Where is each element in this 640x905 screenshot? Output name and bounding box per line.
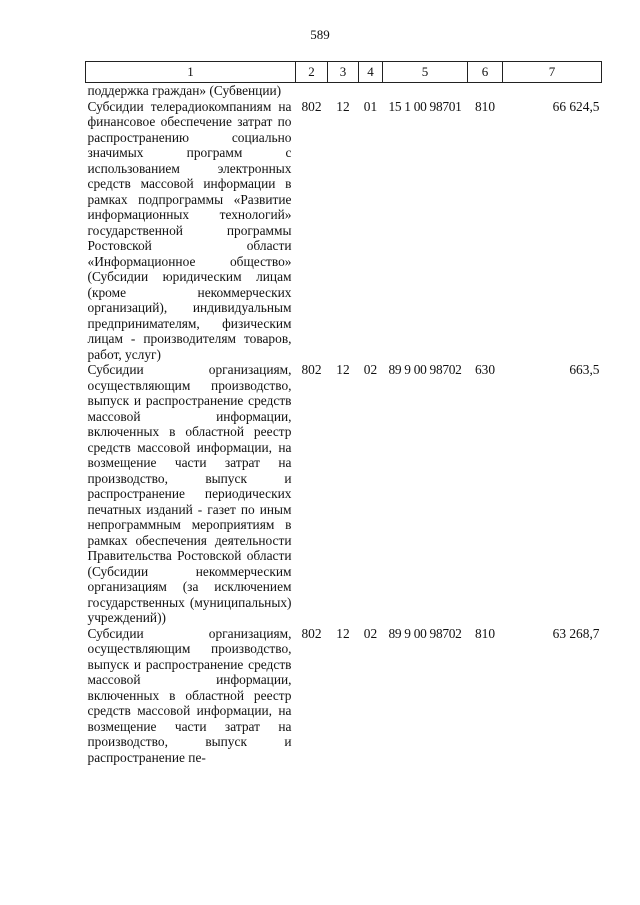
- row-ministry-code: 802: [301, 98, 322, 114]
- row-subsection-code: 02: [363, 625, 378, 641]
- row-description: Субсидии телерадиокомпаниям на финансовое обеспечение затрат по распространению социально значимых программ с использованием электронных средств массовой информации в рамках подпрограммы «Развитие информационных технологий» государственной программы Ростовской области «Информационное общество» (Субсидии юридическим лицам (кроме некоммерческих организаций), индивидуальным предпринимателям, физическим лицам - производителям товаров, работ, услуг): [87, 98, 292, 362]
- row-section-code: 12: [336, 625, 350, 641]
- row-expense-type: [468, 83, 503, 99]
- row-amount: 663,5: [569, 362, 600, 377]
- row-amount: 63 268,7: [552, 625, 600, 641]
- row-description: Субсидии организациям, осуществляющим производство, выпуск и распространение средств массовой информации, включенных в областной реестр средств массовой информации, на возмещение части затрат на производство, выпуск и распространение периодических печатных изданий - газет по иным непрограммным мероприятиям в рамках обеспечения деятельности Правительства Ростовской области (Субсидии некоммерческим организациям (за исключением государственных (муниципальных) учреждений)): [87, 362, 292, 625]
- row-description: поддержка граждан» (Субвенции): [87, 83, 282, 98]
- table-row: [86, 99, 602, 363]
- header-cell-4: 4: [359, 62, 383, 83]
- row-section-code: [328, 83, 359, 99]
- header-cell-2: 2: [296, 62, 328, 83]
- table-row: [86, 626, 602, 766]
- budget-table: [85, 61, 602, 765]
- row-amount: 66 624,5: [552, 98, 600, 114]
- row-expense-type: 630: [474, 362, 496, 377]
- row-target-article: 89 9 00 98702: [388, 362, 462, 377]
- row-target-article: 89 9 00 98702: [388, 625, 462, 641]
- header-cell-3: 3: [328, 62, 359, 83]
- table-row: [86, 362, 602, 626]
- row-subsection-code: 02: [363, 362, 378, 377]
- row-subsection-code: 01: [363, 98, 378, 114]
- row-target-article: [383, 83, 468, 99]
- row-expense-type: 810: [474, 625, 496, 641]
- row-section-code: 12: [336, 362, 350, 377]
- row-ministry-code: [296, 83, 328, 99]
- header-cell-5: 5: [383, 62, 468, 83]
- row-description: Субсидии организациям, осуществляющим производство, выпуск и распространение средств массовой информации, включенных в областной реестр средств массовой информации, на возмещение части затрат на производство, выпуск и распространение пе-: [87, 625, 292, 765]
- header-cell-7: 7: [503, 62, 602, 83]
- header-cell-1: 1: [86, 62, 296, 83]
- row-expense-type: 810: [474, 98, 496, 114]
- row-amount: [503, 83, 602, 99]
- row-target-article: 15 1 00 98701: [388, 98, 462, 114]
- header-row: [86, 62, 602, 83]
- row-ministry-code: 802: [301, 362, 322, 377]
- page-number: 589: [310, 27, 330, 42]
- table-row: [86, 83, 602, 99]
- row-ministry-code: 802: [301, 625, 322, 641]
- row-subsection-code: [359, 83, 383, 99]
- row-section-code: 12: [336, 98, 350, 114]
- header-cell-6: 6: [468, 62, 503, 83]
